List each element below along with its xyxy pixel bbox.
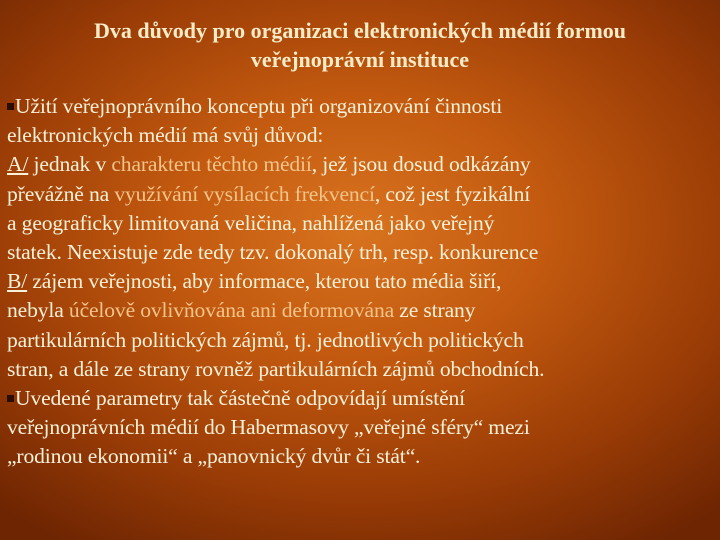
body-line-12: veřejnoprávních médií do Habermasovy „veřejné sféry“ mezi xyxy=(7,415,530,440)
body-line-13: „rodinou ekonomii“ a „panovnický dvůr či stát“. xyxy=(7,444,421,469)
highlight-text: účelově ovlivňována ani deformována xyxy=(68,298,395,323)
body-text: Uvedené parametry tak částečně odpovídají umístění xyxy=(15,386,465,411)
body-line-8 xyxy=(7,296,719,325)
body-line-7 xyxy=(7,267,719,296)
body-text: , což jest fyzikální xyxy=(374,181,531,206)
body-text: , jež jsou dosud odkázány xyxy=(311,152,531,177)
point-a-label: A/ xyxy=(7,152,29,177)
point-b-label: B/ xyxy=(7,269,28,294)
highlight-text: charakteru těchto médií xyxy=(111,152,312,177)
body-text: zájem veřejnosti, aby informace, kterou tato média šiří, xyxy=(27,269,502,294)
body-text: Užití veřejnoprávního konceptu při organizování činnosti xyxy=(15,94,503,118)
body-line-5: a geograficky limitovaná veličina, nahlížená jako veřejný xyxy=(7,210,495,235)
body-line-11 xyxy=(7,384,719,413)
title-line-1: Dva důvody pro organizaci elektronických médií formou xyxy=(93,18,627,43)
body-line-9: partikulárních politických zájmů, tj. jednotlivých politických xyxy=(7,327,524,352)
slide-body xyxy=(7,92,719,472)
body-line-3 xyxy=(7,150,719,179)
body-line-1 xyxy=(7,92,719,121)
highlight-text: využívání vysílacích frekvencí xyxy=(114,181,375,206)
body-line-10: stran, a dále ze strany rovněž partikulárních zájmů obchodních. xyxy=(7,356,545,381)
body-line-2: elektronických médií má svůj důvod: xyxy=(7,123,324,148)
square-bullet-icon xyxy=(7,395,14,402)
body-text: nebyla xyxy=(7,298,69,323)
body-line-4 xyxy=(7,180,719,209)
title-line-2: veřejnoprávní instituce xyxy=(250,47,470,72)
body-text: převážně na xyxy=(7,181,115,206)
slide-title xyxy=(10,16,710,74)
body-text: ze strany xyxy=(394,298,476,323)
body-text: jednak v xyxy=(28,152,112,177)
body-line-6: statek. Neexistuje zde tedy tzv. dokonalý trh, resp. konkurence xyxy=(7,240,539,265)
square-bullet-icon xyxy=(7,103,14,110)
